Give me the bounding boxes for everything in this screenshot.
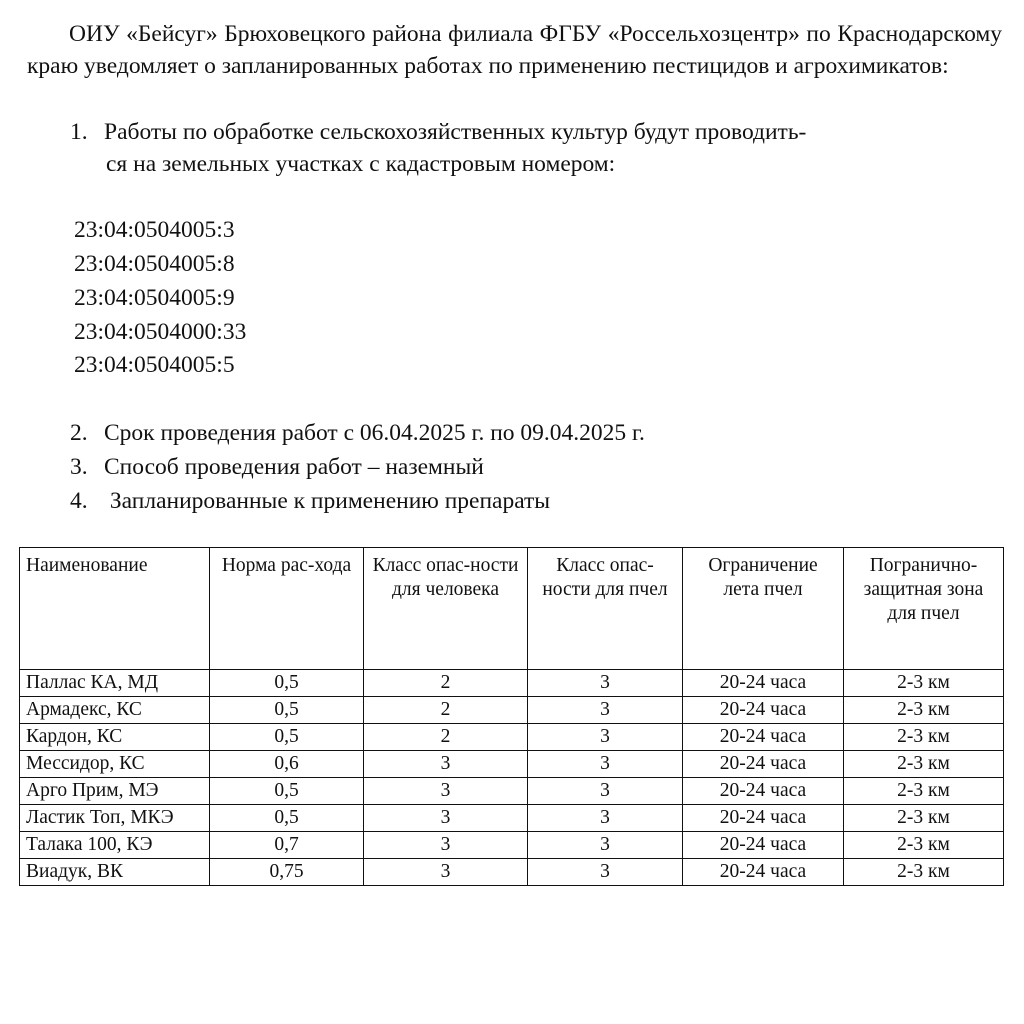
list-number: 2.: [70, 420, 88, 446]
cell-flight-restriction: 20-24 часа: [683, 859, 844, 886]
list-text: Срок проведения работ с 06.04.2025 г. по 09.04.2025 г.: [104, 420, 645, 446]
cell-name: Арго Прим, МЭ: [20, 778, 210, 805]
table-row: [20, 859, 1004, 886]
cell-rate: 0,5: [210, 670, 364, 697]
cell-flight-restriction: 20-24 часа: [683, 832, 844, 859]
cell-bee-hazard: 3: [528, 670, 683, 697]
list-text: Способ проведения работ – наземный: [104, 454, 484, 480]
cell-name: Мессидор, КС: [20, 751, 210, 778]
list-number: 4.: [70, 488, 88, 514]
cell-rate: 0,7: [210, 832, 364, 859]
cell-rate: 0,5: [210, 805, 364, 832]
cell-flight-restriction: 20-24 часа: [683, 805, 844, 832]
cell-buffer-zone: 2-3 км: [844, 724, 1004, 751]
cell-bee-hazard: 3: [528, 751, 683, 778]
cell-human-hazard: 3: [364, 832, 528, 859]
cell-buffer-zone: 2-3 км: [844, 832, 1004, 859]
cell-rate: 0,5: [210, 697, 364, 724]
intro-paragraph: ОИУ «Бейсуг» Брюховецкого района филиала ФГБУ «Россельхозцентр» по Краснодарскому краю уведомляет о запланированных работах по применению пестицидов и агрохимикатов:: [27, 21, 1002, 79]
cell-name: Кардон, КС: [20, 724, 210, 751]
cell-human-hazard: 3: [364, 778, 528, 805]
cell-name: Виадук, ВК: [20, 859, 210, 886]
cell-name: Армадекс, КС: [20, 697, 210, 724]
list-text: Запланированные к применению препараты: [104, 488, 551, 514]
cadastral-number: 23:04:0504005:5: [74, 352, 235, 378]
cell-bee-hazard: 3: [528, 859, 683, 886]
table-row: [20, 697, 1004, 724]
header-buffer-zone: Погранично-защитная зона для пчел: [844, 548, 1004, 670]
cell-flight-restriction: 20-24 часа: [683, 751, 844, 778]
cell-human-hazard: 3: [364, 859, 528, 886]
cell-buffer-zone: 2-3 км: [844, 805, 1004, 832]
header-rate: Норма рас-ходa: [210, 548, 364, 670]
list-number: 3.: [70, 454, 88, 480]
list-item-2: [70, 417, 980, 449]
cell-name: Талака 100, КЭ: [20, 832, 210, 859]
cell-bee-hazard: 3: [528, 724, 683, 751]
cell-human-hazard: 3: [364, 751, 528, 778]
table-row: [20, 832, 1004, 859]
list-number: 1.: [70, 119, 88, 145]
cell-flight-restriction: 20-24 часа: [683, 724, 844, 751]
cell-flight-restriction: 20-24 часа: [683, 697, 844, 724]
cell-name: Ластик Топ, МКЭ: [20, 805, 210, 832]
cell-buffer-zone: 2-3 км: [844, 697, 1004, 724]
cell-bee-hazard: 3: [528, 805, 683, 832]
cell-bee-hazard: 3: [528, 832, 683, 859]
cell-rate: 0,5: [210, 724, 364, 751]
cadastral-number: 23:04:0504000:33: [74, 319, 247, 345]
cell-buffer-zone: 2-3 км: [844, 859, 1004, 886]
header-bee-hazard: Класс опас-ности для пчел: [528, 548, 683, 670]
preparations-table: [19, 547, 1004, 886]
table-header-row: [20, 548, 1004, 670]
cell-buffer-zone: 2-3 км: [844, 670, 1004, 697]
cell-flight-restriction: 20-24 часа: [683, 670, 844, 697]
table-body: [20, 670, 1004, 886]
header-human-hazard: Класс опас-ности для человека: [364, 548, 528, 670]
header-flight-restriction: Ограничение лета пчел: [683, 548, 844, 670]
cell-rate: 0,5: [210, 778, 364, 805]
cell-bee-hazard: 3: [528, 697, 683, 724]
cell-bee-hazard: 3: [528, 778, 683, 805]
cell-human-hazard: 2: [364, 697, 528, 724]
table-row: [20, 778, 1004, 805]
table-row: [20, 670, 1004, 697]
list-item-1: [70, 116, 980, 148]
list-text: Работы по обработке сельскохозяйственных культур будут проводить-: [104, 119, 807, 145]
cell-flight-restriction: 20-24 часа: [683, 778, 844, 805]
cadastral-number: 23:04:0504005:9: [74, 285, 235, 311]
table-row: [20, 751, 1004, 778]
cadastral-number: 23:04:0504005:3: [74, 217, 235, 243]
header-name: Наименование: [20, 548, 210, 670]
cadastral-number: 23:04:0504005:8: [74, 251, 235, 277]
cell-rate: 0,75: [210, 859, 364, 886]
cell-rate: 0,6: [210, 751, 364, 778]
list-item-1-continuation: ся на земельных участках с кадастровым номером:: [106, 151, 616, 177]
list-item-3: [70, 451, 980, 483]
cell-buffer-zone: 2-3 км: [844, 778, 1004, 805]
cell-buffer-zone: 2-3 км: [844, 751, 1004, 778]
cell-name: Паллас КА, МД: [20, 670, 210, 697]
cell-human-hazard: 2: [364, 670, 528, 697]
cell-human-hazard: 2: [364, 724, 528, 751]
table-row: [20, 805, 1004, 832]
list-item-4: [70, 485, 980, 517]
table-row: [20, 724, 1004, 751]
cell-human-hazard: 3: [364, 805, 528, 832]
